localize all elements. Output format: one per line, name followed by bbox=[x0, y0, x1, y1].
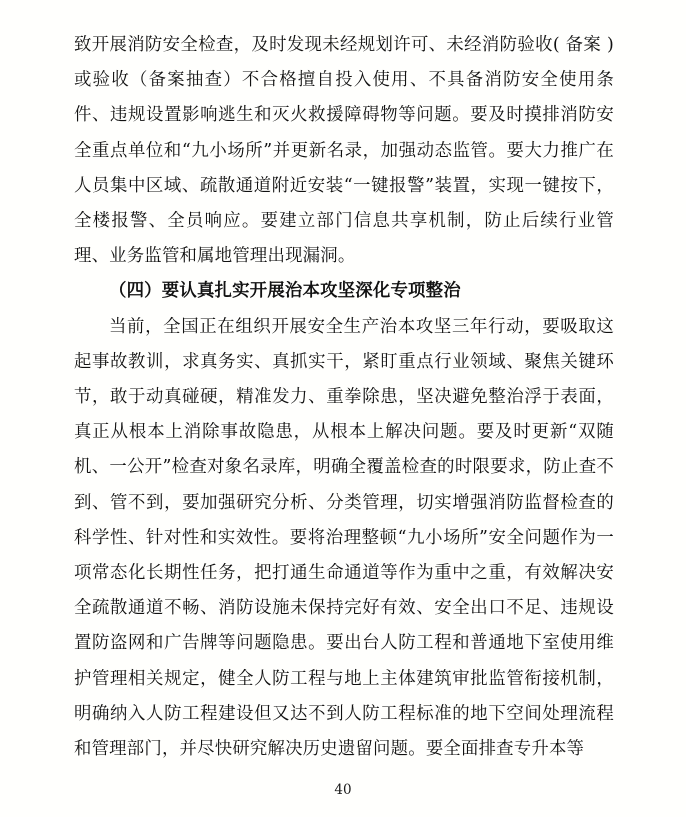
page-number: 40 bbox=[334, 782, 352, 798]
paragraph-continuation: 致开展消防安全检查，及时发现未经规划许可、未经消防验收( 备案 ) 或验收（备案抽查）不合格擅自投入使用、不具备消防安全使用条件、违规设置影响逃生和灭火救援障碍物等问题。要及时摸排消防安全重点单位和“九小场所”并更新名录，加强动态监管。要大力推广在人员集中区域、疏散通道附近安装“一键报警”装置，实现一键按下，全楼报警、全员响应。要建立部门信息共享机制，防止后续行业管理、业务监管和属地管理出现漏洞。 bbox=[74, 35, 614, 267]
page-body bbox=[74, 28, 614, 767]
paragraph-body: 当前，全国正在组织开展安全生产治本攻坚三年行动，要吸取这起事故教训，求真务实、真抓实干，紧盯重点行业领域、聚焦关键环节，敢于动真碰硬，精准发力、重拳除患，坚决避免整治浮于表面，真正从根本上消除事故隐患，从根本上解决问题。要及时更新“双随机、一公开”检查对象名录库，明确全覆盖检查的时限要求，防止查不到、管不到，要加强研究分析、分类管理，切实增强消防监督检查的科学性、针对性和实效性。要将治理整顿“九小场所”安全问题作为一项常态化长期性任务，把打通生命通道等作为重中之重，有效解决安全疏散通道不畅、消防设施未保持完好有效、安全出口不足、违规设置防盗网和广告牌等问题隐患。要出台人防工程和普通地下室使用维护管理相关规定，健全人防工程与地上主体建筑审批监管衔接机制，明确纳入人防工程建设但又达不到人防工程标准的地下空间处理流程和管理部门，并尽快研究解决历史遗留问题。要全面排查专升本等 bbox=[74, 316, 614, 760]
section-heading: （四）要认真扎实开展治本攻坚深化专项整治 bbox=[109, 281, 461, 302]
